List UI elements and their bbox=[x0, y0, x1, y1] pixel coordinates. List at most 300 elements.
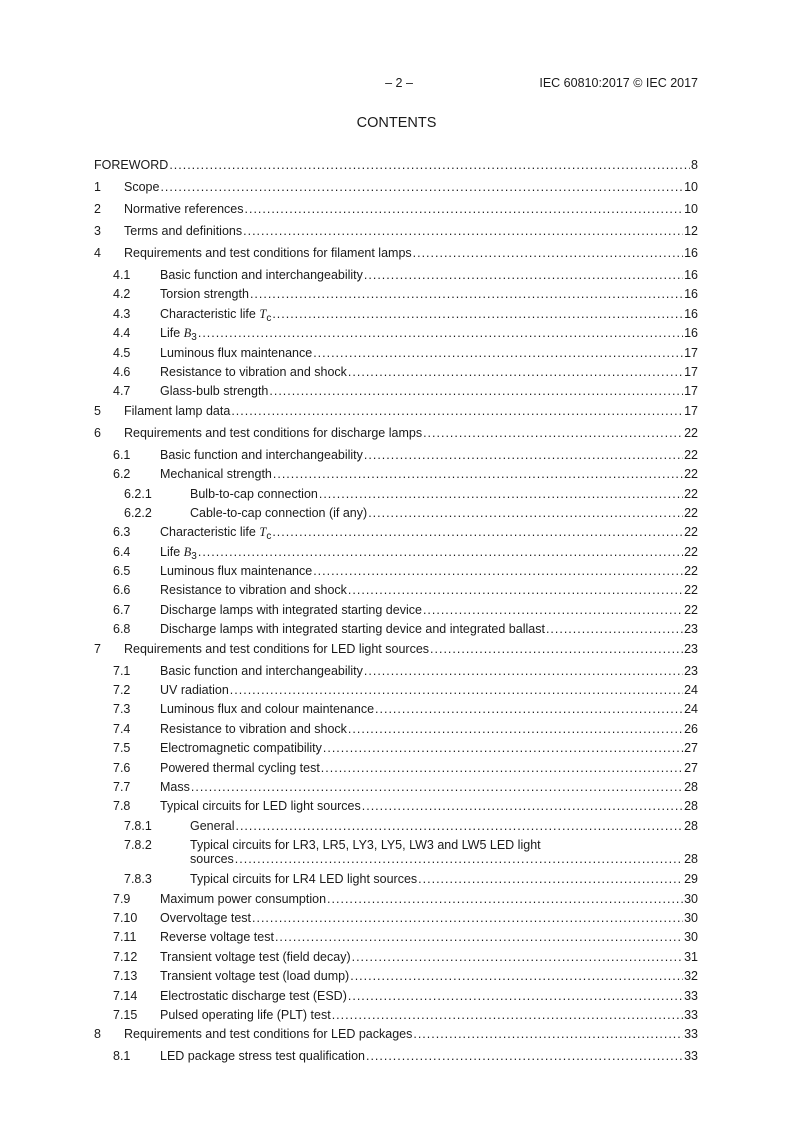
toc-entry-number: 7.6 bbox=[113, 760, 131, 775]
toc-entry[interactable] bbox=[94, 892, 698, 911]
toc-entry[interactable] bbox=[94, 326, 698, 345]
toc-entry-title-text: Life bbox=[160, 544, 181, 559]
toc-entry-number: 6.7 bbox=[113, 602, 131, 617]
toc-entry-title-text: Terms and definitions bbox=[124, 224, 243, 238]
dot-leader bbox=[546, 622, 683, 636]
toc-entry[interactable] bbox=[94, 664, 698, 683]
toc-entry-line bbox=[190, 506, 698, 520]
toc-entry-title-text: Life bbox=[160, 326, 181, 341]
toc-entry-title bbox=[160, 583, 347, 597]
toc-entry-page: 16 bbox=[684, 268, 698, 282]
toc-entry[interactable] bbox=[94, 202, 698, 224]
toc-entry-page: 16 bbox=[684, 306, 698, 321]
toc-entry-title bbox=[190, 487, 318, 501]
dot-leader bbox=[235, 819, 683, 833]
toc-entry-title-text: Transient voltage test (field decay) bbox=[160, 949, 351, 964]
dot-leader bbox=[430, 642, 683, 656]
dot-leader bbox=[364, 664, 683, 678]
toc-entry-number: 4.6 bbox=[113, 364, 131, 379]
toc-entry-title-text: Requirements and test conditions for LED packages bbox=[124, 1027, 413, 1042]
dot-leader bbox=[348, 583, 683, 597]
toc-entry-line bbox=[160, 583, 698, 597]
toc-entry-line bbox=[124, 180, 698, 194]
dot-leader bbox=[269, 384, 683, 398]
toc-entry-number: 7.1 bbox=[113, 663, 131, 678]
dot-leader bbox=[275, 930, 683, 944]
toc-entry-line bbox=[160, 969, 698, 983]
toc-entry-title-text: Typical circuits for LR3, LR5, LY3, LY5, LW3 and LW5 LED light bbox=[190, 838, 541, 853]
toc-entry[interactable] bbox=[94, 224, 698, 246]
dot-leader bbox=[423, 426, 683, 440]
toc-entry-page: 10 bbox=[684, 202, 698, 216]
dot-leader bbox=[160, 180, 683, 194]
toc-entry-line bbox=[160, 525, 698, 542]
toc-entry-number: 7.12 bbox=[113, 949, 138, 964]
toc-entry-line bbox=[160, 365, 698, 379]
toc-entry-number: 6.2.2 bbox=[124, 505, 152, 520]
toc-entry-line bbox=[160, 799, 698, 813]
toc-entry-symbol bbox=[183, 544, 197, 562]
toc-entry-number: 7.14 bbox=[113, 988, 138, 1003]
toc-entry-title-text: UV radiation bbox=[160, 683, 229, 698]
toc-entry-number: 7.13 bbox=[113, 969, 138, 984]
toc-entry-symbol-subscript: c bbox=[266, 531, 272, 543]
toc-entry-line bbox=[190, 838, 698, 866]
toc-entry-number: 7.8.2 bbox=[124, 838, 152, 853]
toc-entry-line bbox=[190, 872, 698, 886]
toc-entry-page: 16 bbox=[684, 287, 698, 302]
dot-leader bbox=[362, 799, 683, 813]
dot-leader bbox=[413, 1027, 683, 1041]
toc-entry-title bbox=[160, 989, 347, 1003]
toc-entry-line bbox=[124, 404, 698, 418]
dot-leader bbox=[319, 487, 683, 501]
toc-entry-number: 6.4 bbox=[113, 544, 131, 559]
toc-entry-title-text: Resistance to vibration and shock bbox=[160, 721, 347, 736]
toc-entry-number: 7.4 bbox=[113, 721, 131, 736]
toc-entry-title-text: Basic function and interchangeability bbox=[160, 447, 363, 462]
toc-entry-title bbox=[160, 761, 320, 775]
dot-leader bbox=[366, 1049, 683, 1063]
toc-entry-line bbox=[160, 307, 698, 324]
toc-entry-title bbox=[160, 622, 545, 636]
toc-entry-title bbox=[124, 426, 422, 440]
toc-entry-title-text: Mass bbox=[160, 779, 190, 794]
toc-entry-title bbox=[160, 326, 197, 343]
toc-entry-line bbox=[160, 892, 698, 906]
toc-entry-line bbox=[160, 287, 698, 301]
toc-entry-title-text: Reverse voltage test bbox=[160, 930, 274, 945]
toc-entry-title-text: Resistance to vibration and shock bbox=[160, 364, 347, 379]
toc-entry-symbol-letter: T bbox=[259, 306, 267, 321]
toc-entry-line bbox=[160, 467, 698, 481]
toc-entry-title-text: Cable-to-cap connection (if any) bbox=[190, 505, 368, 520]
dot-leader bbox=[352, 950, 683, 964]
toc-entry-number: 6.2 bbox=[113, 467, 131, 482]
toc-entry-page: 33 bbox=[684, 1007, 698, 1022]
toc-entry-number: 7.8.3 bbox=[124, 872, 152, 887]
toc-entry-title-text: Requirements and test conditions for discharge lamps bbox=[124, 425, 423, 440]
toc-entry-title bbox=[124, 224, 242, 238]
toc-entry-title-text: Normative references bbox=[124, 202, 244, 216]
toc-entry-page: 22 bbox=[684, 564, 698, 579]
toc-entry[interactable] bbox=[94, 467, 698, 486]
toc-entry-page: 24 bbox=[684, 683, 698, 698]
toc-entry-title bbox=[160, 930, 274, 944]
toc-entry[interactable] bbox=[94, 930, 698, 949]
toc-entry-line bbox=[160, 683, 698, 697]
toc-entry[interactable] bbox=[94, 780, 698, 799]
toc-entry-line bbox=[124, 246, 698, 260]
toc-entry-number: 7.9 bbox=[113, 891, 131, 906]
toc-entry[interactable] bbox=[94, 404, 698, 426]
toc-entry-title bbox=[160, 1008, 331, 1022]
toc-entry-number: 2 bbox=[94, 202, 101, 216]
toc-entry-title-text: Overvoltage test bbox=[160, 910, 252, 925]
toc-entry-line bbox=[190, 487, 698, 501]
toc-entry-page: 22 bbox=[684, 505, 698, 520]
toc-entry-line bbox=[124, 642, 698, 656]
toc-entry[interactable] bbox=[94, 583, 698, 602]
toc-entry-page: 22 bbox=[684, 447, 698, 462]
toc-entry[interactable] bbox=[94, 158, 698, 180]
toc-entry-title bbox=[160, 525, 271, 542]
toc-entry-page: 10 bbox=[684, 180, 698, 194]
toc-entry-title bbox=[160, 911, 251, 925]
contents-title: CONTENTS bbox=[356, 115, 437, 131]
toc-entry-number: 4 bbox=[94, 246, 101, 260]
toc-entry[interactable] bbox=[94, 287, 698, 306]
toc-entry-title-text: Basic function and interchangeability bbox=[160, 663, 363, 678]
toc-entry[interactable] bbox=[94, 819, 698, 838]
toc-entry-line bbox=[160, 603, 698, 617]
toc-entry-title-text: Luminous flux and colour maintenance bbox=[160, 702, 375, 717]
toc-entry-title bbox=[124, 404, 230, 418]
toc-entry[interactable] bbox=[94, 448, 698, 467]
dot-leader bbox=[350, 969, 683, 983]
toc-entry-number: 4.5 bbox=[113, 345, 131, 360]
toc-entry-symbol-subscript: 3 bbox=[191, 550, 197, 562]
dot-leader bbox=[272, 525, 683, 539]
toc-entry-title bbox=[160, 545, 197, 562]
toc-entry-page: 31 bbox=[684, 949, 698, 964]
toc-entry-number: 4.2 bbox=[113, 287, 131, 302]
toc-entry-page: 30 bbox=[684, 891, 698, 906]
toc-entry-page: 22 bbox=[684, 425, 698, 440]
toc-entry-title bbox=[160, 664, 363, 678]
toc-entry-number: 6.5 bbox=[113, 564, 131, 579]
toc-entry-number: 6.3 bbox=[113, 525, 131, 540]
toc-entry-title bbox=[190, 872, 417, 886]
toc-entry-title-text: Luminous flux maintenance bbox=[160, 564, 313, 579]
toc-entry-line bbox=[160, 384, 698, 398]
toc-entry-title-text: Luminous flux maintenance bbox=[160, 345, 313, 360]
dot-leader bbox=[368, 506, 683, 520]
toc-entry[interactable] bbox=[94, 1008, 698, 1027]
toc-entry[interactable] bbox=[94, 307, 698, 326]
toc-entry-number: 7.11 bbox=[113, 930, 137, 945]
toc-entry[interactable] bbox=[94, 426, 698, 448]
toc-entry-page: 23 bbox=[684, 622, 698, 637]
toc-entry[interactable] bbox=[94, 1049, 698, 1068]
page-header bbox=[94, 76, 698, 92]
dot-leader bbox=[169, 158, 690, 172]
toc-entry-title-text: Characteristic life bbox=[160, 306, 256, 321]
toc-entry-title-text: FOREWORD bbox=[94, 158, 169, 172]
toc-entry-title bbox=[190, 506, 367, 520]
page-number: – 2 – bbox=[385, 76, 413, 90]
toc-entry-page: 8 bbox=[691, 158, 698, 172]
toc-entry-title bbox=[160, 448, 363, 462]
toc-entry-line bbox=[190, 819, 698, 833]
dot-leader bbox=[243, 224, 683, 238]
toc-entry-title-text: Filament lamp data bbox=[124, 403, 231, 418]
dot-leader bbox=[273, 467, 683, 481]
toc-entry-page: 17 bbox=[684, 384, 698, 399]
toc-entry-line bbox=[160, 722, 698, 736]
toc-entry[interactable] bbox=[94, 741, 698, 760]
toc-entry-page: 22 bbox=[684, 602, 698, 617]
dot-leader bbox=[418, 872, 683, 886]
dot-leader bbox=[313, 564, 683, 578]
toc-entry-title bbox=[160, 268, 363, 282]
toc-entry[interactable] bbox=[94, 761, 698, 780]
dot-leader bbox=[364, 448, 683, 462]
toc-entry-title-text: Powered thermal cycling test bbox=[160, 760, 320, 775]
dot-leader bbox=[250, 287, 683, 301]
toc-entry-page: 32 bbox=[684, 969, 698, 984]
toc-entry[interactable] bbox=[94, 603, 698, 622]
toc-entry-number: 4.7 bbox=[113, 384, 131, 399]
toc-entry-title bbox=[160, 950, 351, 964]
toc-entry[interactable] bbox=[94, 950, 698, 969]
dot-leader bbox=[198, 545, 683, 559]
toc-entry-title bbox=[160, 1049, 365, 1063]
dot-leader bbox=[252, 911, 683, 925]
toc-entry[interactable] bbox=[94, 872, 698, 891]
toc-entry-title-text: LED package stress test qualification bbox=[160, 1049, 365, 1064]
toc-entry-title bbox=[160, 780, 190, 794]
toc-entry-page: 27 bbox=[684, 741, 698, 756]
toc-entry-line bbox=[160, 780, 698, 794]
toc-entry-title-continued: sources bbox=[190, 852, 234, 867]
toc-entry[interactable] bbox=[94, 384, 698, 403]
toc-entry-title bbox=[160, 892, 326, 906]
toc-entry-page: 26 bbox=[684, 721, 698, 736]
dot-leader bbox=[413, 246, 683, 260]
toc-entry-page: 33 bbox=[684, 1027, 698, 1042]
dot-leader bbox=[348, 989, 683, 1003]
toc-entry[interactable] bbox=[94, 564, 698, 583]
toc-entry-page: 28 bbox=[684, 799, 698, 814]
toc-entry-symbol bbox=[259, 525, 272, 543]
toc-entry-title-text: Mechanical strength bbox=[160, 467, 272, 482]
toc-entry-continuation bbox=[190, 852, 698, 866]
table-of-contents bbox=[94, 158, 698, 1069]
dot-leader bbox=[323, 741, 683, 755]
toc-entry-number: 4.4 bbox=[113, 326, 131, 341]
toc-entry-number: 1 bbox=[94, 180, 101, 194]
toc-entry-title bbox=[124, 246, 412, 260]
toc-entry-number: 6.6 bbox=[113, 583, 131, 598]
toc-entry[interactable] bbox=[94, 702, 698, 721]
toc-entry-line bbox=[124, 1027, 698, 1041]
toc-entry-line bbox=[160, 989, 698, 1003]
dot-leader bbox=[191, 780, 683, 794]
toc-entry-line bbox=[124, 202, 698, 216]
dot-leader bbox=[348, 365, 683, 379]
toc-entry-title bbox=[160, 384, 268, 398]
toc-entry-number: 4.3 bbox=[113, 306, 131, 321]
toc-entry-line bbox=[160, 1049, 698, 1063]
toc-entry-line bbox=[160, 448, 698, 462]
toc-entry-title bbox=[160, 799, 361, 813]
toc-entry-page: 28 bbox=[684, 779, 698, 794]
toc-entry-line bbox=[160, 268, 698, 282]
toc-entry-title-text: Requirements and test conditions for filament lamps bbox=[124, 246, 412, 260]
toc-entry-number: 7.5 bbox=[113, 741, 131, 756]
toc-entry-title-text: Basic function and interchangeability bbox=[160, 268, 363, 282]
dot-leader bbox=[348, 722, 683, 736]
dot-leader bbox=[272, 307, 683, 321]
toc-entry[interactable] bbox=[94, 989, 698, 1008]
toc-entry-page: 33 bbox=[684, 988, 698, 1003]
toc-entry-line bbox=[160, 761, 698, 775]
toc-entry-title-text: Maximum power consumption bbox=[160, 891, 327, 906]
toc-entry-number: 6.1 bbox=[113, 447, 131, 462]
dot-leader bbox=[327, 892, 683, 906]
toc-entry-title bbox=[160, 702, 374, 716]
toc-entry-page: 30 bbox=[684, 910, 698, 925]
dot-leader bbox=[235, 852, 683, 866]
toc-entry[interactable] bbox=[94, 180, 698, 202]
toc-entry-symbol-subscript: 3 bbox=[191, 332, 197, 344]
toc-entry[interactable] bbox=[94, 246, 698, 268]
toc-entry[interactable] bbox=[94, 642, 698, 664]
dot-leader bbox=[198, 326, 683, 340]
toc-entry-line bbox=[160, 664, 698, 678]
toc-entry-line bbox=[160, 545, 698, 562]
toc-entry[interactable] bbox=[94, 969, 698, 988]
dot-leader bbox=[332, 1008, 683, 1022]
toc-entry-title bbox=[124, 180, 159, 194]
toc-entry[interactable] bbox=[94, 346, 698, 365]
toc-entry-page: 23 bbox=[684, 641, 698, 656]
toc-entry[interactable] bbox=[94, 911, 698, 930]
toc-entry-title bbox=[160, 969, 349, 983]
toc-entry-title-text: Discharge lamps with integrated starting device and integrated ballast bbox=[160, 622, 545, 637]
toc-entry-symbol-letter: B bbox=[183, 544, 192, 559]
toc-entry-title bbox=[160, 564, 312, 578]
toc-entry-page: 16 bbox=[684, 246, 698, 260]
toc-entry-number: 7.15 bbox=[113, 1007, 138, 1022]
toc-entry[interactable] bbox=[94, 799, 698, 818]
toc-entry-symbol bbox=[183, 326, 197, 344]
toc-entry-title bbox=[160, 307, 271, 324]
toc-entry-title-text: Resistance to vibration and shock bbox=[160, 583, 347, 598]
toc-entry-title bbox=[160, 287, 249, 301]
toc-entry-title-text: Bulb-to-cap connection bbox=[190, 486, 318, 501]
toc-entry[interactable] bbox=[94, 722, 698, 741]
dot-leader bbox=[245, 202, 684, 216]
toc-entry-page: 28 bbox=[684, 852, 698, 867]
toc-entry-page: 30 bbox=[684, 930, 698, 945]
toc-entry-title-text: Typical circuits for LR4 LED light sources bbox=[190, 872, 418, 887]
toc-entry-line bbox=[160, 622, 698, 636]
toc-entry-page: 27 bbox=[684, 760, 698, 775]
toc-entry-page: 33 bbox=[684, 1049, 698, 1064]
toc-entry-line bbox=[160, 911, 698, 925]
toc-entry-title-text: Characteristic life bbox=[160, 525, 256, 540]
toc-entry[interactable] bbox=[94, 506, 698, 525]
toc-entry-page: 29 bbox=[684, 872, 698, 887]
toc-entry-number: 6.2.1 bbox=[124, 486, 152, 501]
toc-entry-line bbox=[160, 702, 698, 716]
dot-leader bbox=[230, 683, 683, 697]
toc-entry-title-text: Pulsed operating life (PLT) test bbox=[160, 1007, 331, 1022]
toc-entry-title-text: Scope bbox=[124, 180, 160, 194]
toc-entry-page: 22 bbox=[684, 467, 698, 482]
toc-entry-title-text: Electrostatic discharge test (ESD) bbox=[160, 988, 347, 1003]
toc-entry-page: 22 bbox=[684, 525, 698, 540]
toc-entry-page: 17 bbox=[684, 364, 698, 379]
toc-entry-page: 22 bbox=[684, 544, 698, 559]
toc-entry[interactable] bbox=[94, 525, 698, 544]
toc-entry-number: 7.7 bbox=[113, 779, 131, 794]
toc-entry[interactable] bbox=[94, 545, 698, 564]
toc-entry[interactable] bbox=[94, 622, 698, 641]
toc-entry-title-text: Glass-bulb strength bbox=[160, 384, 269, 399]
toc-entry-title bbox=[160, 346, 312, 360]
toc-entry-number: 7.2 bbox=[113, 683, 131, 698]
toc-entry-title bbox=[124, 642, 429, 656]
toc-entry-page: 28 bbox=[684, 818, 698, 833]
toc-entry-number: 8.1 bbox=[113, 1049, 131, 1064]
dot-leader bbox=[313, 346, 683, 360]
document-id: IEC 60810:2017 © IEC 2017 bbox=[539, 76, 698, 90]
toc-entry[interactable] bbox=[94, 268, 698, 287]
toc-entry-number: 7.8.1 bbox=[124, 818, 152, 833]
toc-entry-number: 7.3 bbox=[113, 702, 131, 717]
toc-entry[interactable] bbox=[94, 683, 698, 702]
toc-entry-title-text: General bbox=[190, 818, 235, 833]
toc-entry-title bbox=[94, 158, 168, 172]
toc-entry-number: 7 bbox=[94, 641, 101, 656]
toc-entry-title-text: Transient voltage test (load dump) bbox=[160, 969, 350, 984]
toc-entry-symbol-letter: T bbox=[259, 525, 267, 540]
dot-leader bbox=[231, 404, 683, 418]
toc-entry-number: 5 bbox=[94, 403, 101, 418]
toc-entry[interactable] bbox=[94, 365, 698, 384]
toc-entry-page: 22 bbox=[684, 486, 698, 501]
toc-entry-number: 7.8 bbox=[113, 799, 131, 814]
toc-entry-line bbox=[160, 930, 698, 944]
toc-entry-title bbox=[160, 603, 422, 617]
toc-entry-line bbox=[124, 426, 698, 440]
toc-entry-title bbox=[160, 467, 272, 481]
toc-entry[interactable] bbox=[94, 1027, 698, 1049]
toc-entry-title bbox=[160, 741, 322, 755]
toc-entry[interactable] bbox=[94, 487, 698, 506]
toc-entry-page: 16 bbox=[684, 326, 698, 341]
toc-entry-page: 24 bbox=[684, 702, 698, 717]
toc-entry[interactable] bbox=[94, 838, 698, 872]
toc-entry-symbol-subscript: c bbox=[266, 312, 272, 324]
toc-entry-line bbox=[160, 1008, 698, 1022]
toc-entry-title bbox=[124, 202, 244, 216]
toc-entry-page: 22 bbox=[684, 583, 698, 598]
toc-entry-title bbox=[160, 683, 229, 697]
